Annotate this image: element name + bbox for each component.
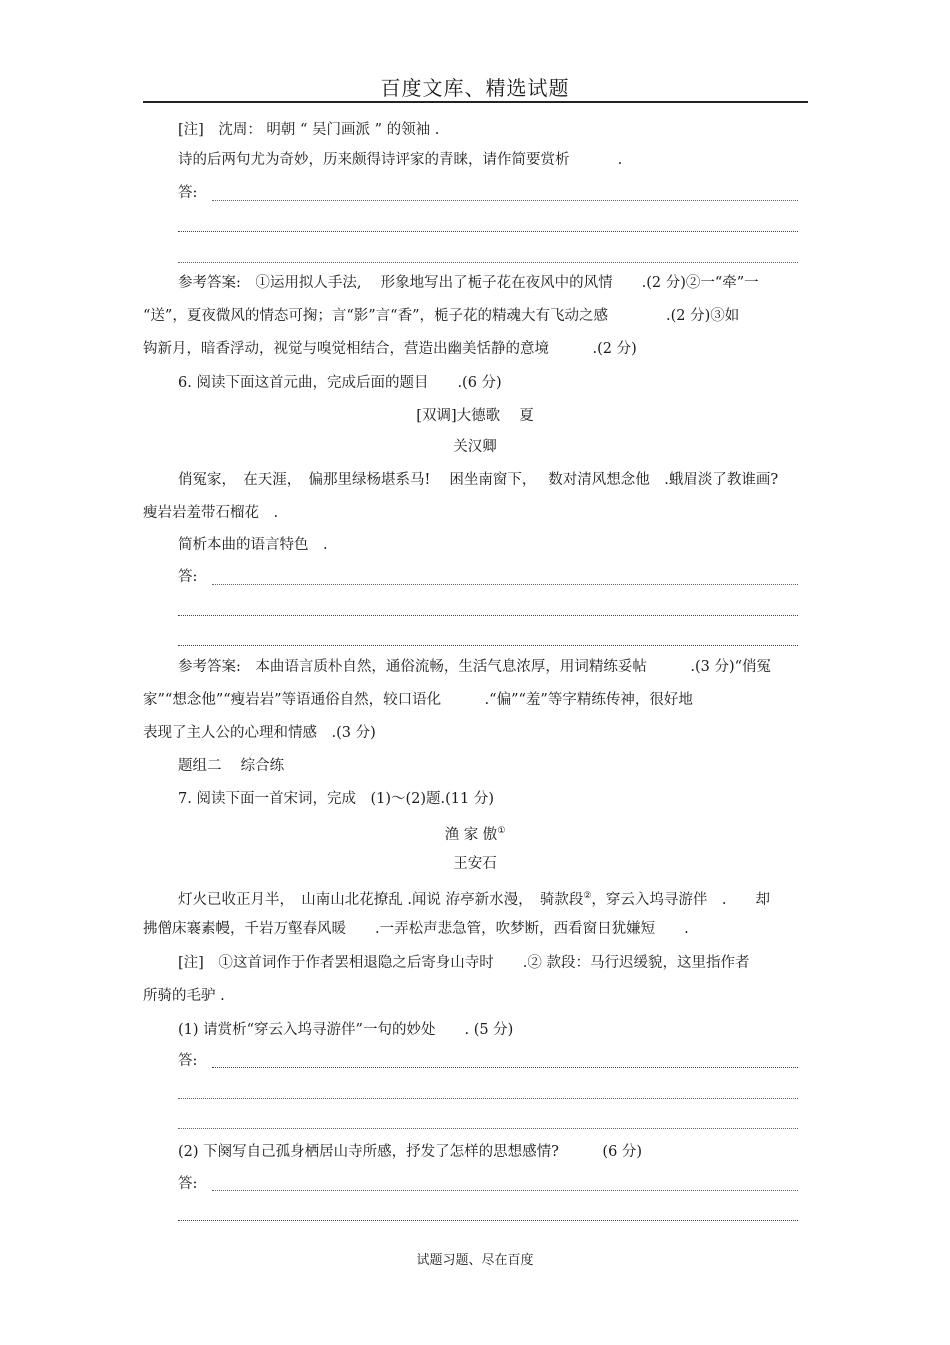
q7-sub1-question: (1) 请赏析“穿云入坞寻游伴”一句的妙处 . (5 分)	[178, 1022, 514, 1038]
q6-poem-title: [双调]大德歌 夏	[416, 408, 534, 424]
q7-poem-title	[0, 821, 950, 845]
q6-poem-line: 俏冤家， 在天涯， 偏那里绿杨堪系马! 困坐南窗下， 数对清风想念他 .蛾眉淡了教谁画?	[178, 472, 779, 488]
q7-poem-line: 拂僧床褰素幔，千岩万壑春风暖 .一弄松声悲急管，吹梦断，西看窗日犹嫌短 .	[143, 921, 689, 937]
q6-poem-line: 瘦岩岩羞带石榴花 .	[143, 505, 279, 521]
answer-line	[178, 645, 798, 646]
q5-reference-answer-line: “送”，夏夜微风的情态可掬；言“影”言“香”，栀子花的精魂大有飞动之感 .(2 分)③如	[143, 308, 740, 324]
q7-note-line: [注] ①这首词作于作者罢相退隐之后寄身山寺时 .② 款段：马行迟缓貌，这里指作者	[178, 955, 750, 971]
q6-stem: 6. 阅读下面这首元曲，完成后面的题目 .(6 分)	[178, 375, 502, 391]
q7-poem-line-footnote: ②	[583, 891, 592, 901]
q6-answer-label: 答:	[178, 569, 198, 585]
answer-line	[178, 262, 798, 263]
answer-line	[212, 200, 798, 201]
q7-poem-line-text: 灯火已收正月半， 山南山北花撩乱 .闻说 洊亭新水漫， 骑款段	[178, 891, 584, 908]
q7-sub1-answer-label: 答:	[178, 1053, 198, 1069]
answer-line	[178, 1128, 798, 1129]
group2-label: 题组二 综合练	[178, 758, 285, 774]
q7-sub2-answer-label: 答:	[178, 1176, 198, 1192]
q7-poem-line	[178, 886, 770, 910]
answer-line	[178, 1220, 798, 1221]
q7-stem: 7. 阅读下面一首宋词，完成 (1)～(2)题.(11 分)	[178, 791, 495, 807]
q6-reference-answer-line: 参考答案: 本曲语言质朴自然，通俗流畅，生活气息浓厚，用词精练妥帖 .(3 分)“俏冤	[178, 659, 772, 675]
q5-question: 诗的后两句尤为奇妙，历来颇得诗评家的青睐，请作简要赏析 .	[178, 152, 623, 168]
answer-line	[212, 584, 798, 585]
q7-poem-author: 王安石	[453, 856, 497, 872]
q5-reference-answer-line: 钩新月，暗香浮动，视觉与嗅觉相结合，营造出幽美恬静的意境 .(2 分)	[143, 341, 637, 357]
answer-line	[178, 1098, 798, 1099]
q6-poem-author: 关汉卿	[453, 439, 497, 455]
header-rule	[143, 101, 808, 103]
page-footer: 试题习题、尽在百度	[416, 1253, 534, 1268]
q7-note-line: 所骑的毛驴 .	[143, 988, 225, 1004]
q6-reference-answer-line: 家”“想念他”“瘦岩岩”等语通俗自然，较口语化 .“偏”“羞”等字精练传神，很好地	[143, 692, 693, 708]
q5-note: [注] 沈周： 明朝 “ 吴门画派 ” 的领袖 .	[178, 122, 440, 138]
q7-poem-title-footnote: ①	[497, 826, 506, 836]
q6-reference-answer-line: 表现了主人公的心理和情感 .(3 分)	[143, 725, 376, 741]
q5-reference-answer-line: 参考答案: ①运用拟人手法, 形象地写出了栀子花在夜风中的风情 .(2 分)②一“牵”一	[178, 275, 759, 291]
q5-answer-label: 答:	[178, 185, 198, 201]
answer-line	[178, 231, 798, 232]
q7-poem-title-text: 渔 家 傲	[444, 826, 498, 843]
q7-poem-line-text: ，穿云入坞寻游伴 . 却	[591, 891, 771, 908]
answer-line	[212, 1190, 798, 1191]
page-header-title: 百度文库、精选试题	[380, 76, 570, 100]
q6-question: 简析本曲的语言特色 .	[178, 537, 328, 553]
answer-line	[212, 1067, 798, 1068]
answer-line	[178, 615, 798, 616]
q7-sub2-question: (2) 下阕写自己孤身栖居山寺所感，抒发了怎样的思想感情? (6 分)	[178, 1144, 643, 1160]
